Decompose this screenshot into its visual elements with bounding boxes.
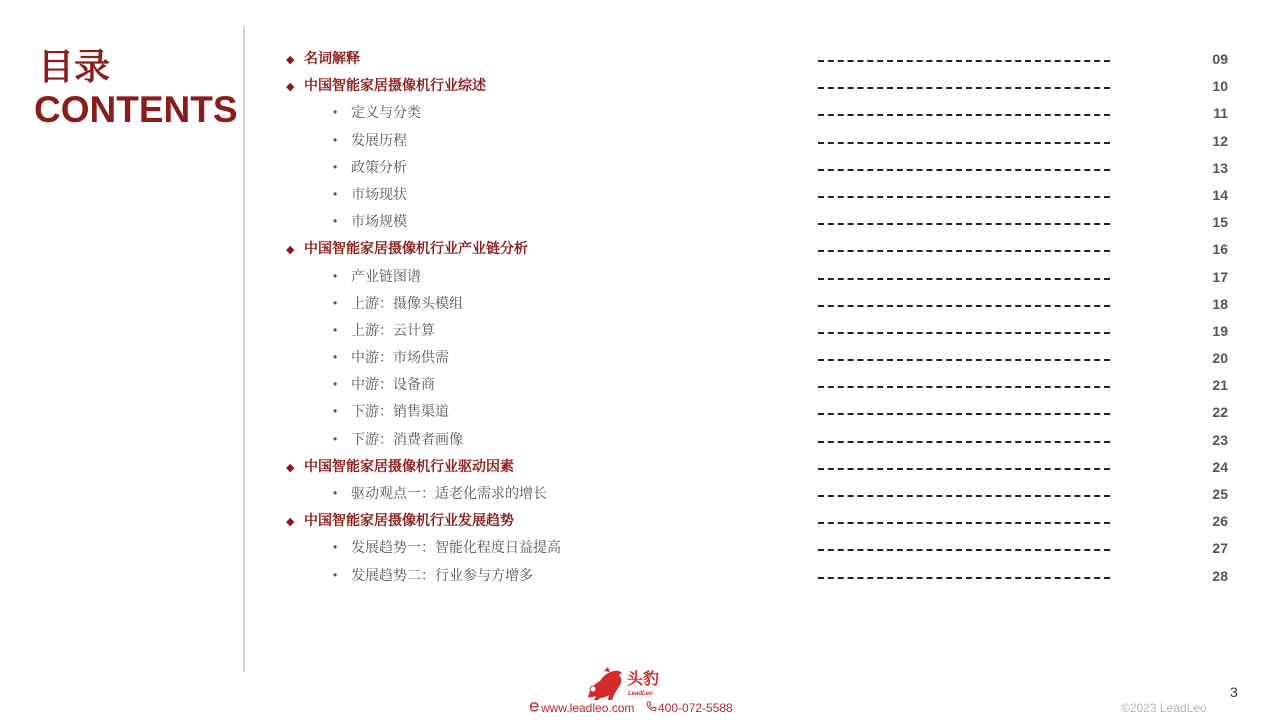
toc-subsection-row[interactable] — [0, 427, 1280, 454]
toc-entry-label: 中游：设备商 — [351, 377, 435, 394]
diamond-bullet-icon: ◆ — [286, 516, 295, 529]
toc-entry-label: 发展历程 — [351, 132, 407, 149]
phone-contact — [646, 701, 733, 715]
toc-page-number: 13 — [1212, 159, 1228, 176]
phone-text: 400-072-5588 — [658, 701, 733, 715]
dot-bullet-icon: • — [333, 295, 338, 310]
toc-subsection-row[interactable] — [0, 345, 1280, 372]
toc-page-number: 14 — [1212, 186, 1228, 203]
toc-dotted-leader — [818, 223, 1110, 225]
toc-subsection-row[interactable] — [0, 535, 1280, 562]
dot-bullet-icon: • — [333, 322, 338, 337]
toc-dotted-leader — [818, 196, 1110, 198]
toc-entry-label: 中国智能家居摄像机行业产业链分析 — [304, 241, 528, 258]
toc-entry-label: 发展趋势一：智能化程度日益提高 — [351, 540, 561, 557]
toc-subsection-row[interactable] — [0, 155, 1280, 182]
toc-entry-label: 上游：摄像头模组 — [351, 295, 463, 312]
dot-bullet-icon: • — [333, 132, 338, 147]
toc-dotted-leader — [818, 549, 1110, 551]
toc-subsection-row[interactable] — [0, 399, 1280, 426]
toc-entry-label: 下游：消费者画像 — [351, 431, 463, 448]
toc-section-row[interactable] — [0, 508, 1280, 535]
toc-dotted-leader — [818, 577, 1110, 579]
page-number: 3 — [1230, 684, 1238, 700]
dot-bullet-icon: • — [333, 404, 338, 419]
toc-subsection-row[interactable] — [0, 318, 1280, 345]
toc-dotted-leader — [818, 495, 1110, 497]
toc-subsection-row[interactable] — [0, 182, 1280, 209]
toc-page-number: 11 — [1213, 105, 1228, 122]
dot-bullet-icon: • — [333, 431, 338, 446]
brand-name-en: LeadLeo — [628, 691, 653, 697]
toc-dotted-leader — [818, 522, 1110, 524]
toc-dotted-leader — [818, 169, 1110, 171]
copyright-text: ©2023 LeadLeo — [1121, 701, 1207, 715]
toc-subsection-row[interactable] — [0, 481, 1280, 508]
toc-subsection-row[interactable] — [0, 372, 1280, 399]
toc-dotted-leader — [818, 250, 1110, 252]
dot-bullet-icon: • — [333, 268, 338, 283]
dot-bullet-icon: • — [333, 540, 338, 555]
dot-bullet-icon: • — [333, 350, 338, 365]
toc-page-number: 09 — [1212, 51, 1228, 67]
diamond-bullet-icon: ◆ — [286, 461, 295, 474]
dot-bullet-icon: • — [333, 486, 338, 500]
toc-dotted-leader — [818, 386, 1110, 388]
toc-page-number: 12 — [1212, 132, 1228, 149]
toc-subsection-row[interactable] — [0, 563, 1280, 590]
toc-entry-label: 产业链图谱 — [351, 268, 421, 285]
e-browser-icon — [529, 701, 540, 715]
toc-dotted-leader — [818, 278, 1110, 280]
toc-page-number: 15 — [1212, 214, 1228, 231]
toc-page-number: 19 — [1212, 322, 1228, 339]
website-text: www.leadleo.com — [541, 701, 635, 715]
toc-entry-label: 定义与分类 — [351, 105, 421, 122]
toc-dotted-leader — [818, 332, 1110, 334]
diamond-bullet-icon: ◆ — [286, 81, 295, 94]
toc-subsection-row[interactable] — [0, 100, 1280, 127]
toc-page-number: 18 — [1212, 295, 1228, 312]
toc-page-number: 22 — [1212, 404, 1228, 421]
toc-entry-label: 驱动观点一：适老化需求的增长 — [351, 486, 547, 502]
toc-page-number: 21 — [1212, 377, 1228, 394]
toc-section-row[interactable] — [0, 73, 1280, 100]
table-of-contents — [0, 46, 1280, 590]
website-link[interactable] — [529, 701, 634, 715]
toc-entry-label: 发展趋势二：行业参与方增多 — [351, 567, 533, 584]
toc-entry-label: 中国智能家居摄像机行业综述 — [304, 78, 486, 95]
toc-entry-label: 市场现状 — [351, 186, 407, 203]
toc-entry-label: 下游：销售渠道 — [351, 404, 449, 421]
toc-dotted-leader — [818, 468, 1110, 470]
toc-dotted-leader — [818, 114, 1110, 116]
toc-dotted-leader — [818, 87, 1110, 89]
dot-bullet-icon: • — [333, 377, 338, 392]
toc-dotted-leader — [818, 441, 1110, 443]
page-title-en: CONTENTS — [34, 89, 238, 130]
toc-page-number: 10 — [1212, 78, 1228, 95]
diamond-bullet-icon: ◆ — [286, 54, 295, 66]
toc-entry-label: 政策分析 — [351, 159, 407, 176]
toc-section-row[interactable] — [0, 236, 1280, 263]
dot-bullet-icon: • — [333, 567, 338, 582]
toc-page-number: 24 — [1212, 458, 1228, 475]
diamond-bullet-icon: ◆ — [286, 244, 295, 257]
page-title-cn: 目录 — [38, 47, 111, 88]
dot-bullet-icon: • — [333, 214, 338, 229]
toc-page-number: 23 — [1212, 431, 1228, 448]
toc-dotted-leader — [818, 305, 1110, 307]
dot-bullet-icon: • — [333, 159, 338, 174]
toc-subsection-row[interactable] — [0, 264, 1280, 291]
toc-page-number: 16 — [1212, 241, 1228, 258]
toc-entry-label: 中游：市场供需 — [351, 350, 449, 367]
toc-page-number: 25 — [1212, 486, 1228, 502]
toc-section-row[interactable] — [0, 46, 1280, 73]
toc-dotted-leader — [818, 142, 1110, 144]
toc-page-number: 26 — [1212, 513, 1228, 530]
toc-page-number: 28 — [1212, 567, 1228, 584]
toc-entry-label: 中国智能家居摄像机行业驱动因素 — [304, 458, 514, 475]
toc-subsection-row[interactable] — [0, 291, 1280, 318]
toc-entry-label: 名词解释 — [304, 51, 360, 67]
toc-dotted-leader — [818, 413, 1110, 415]
toc-page-number: 20 — [1212, 350, 1228, 367]
toc-page-number: 17 — [1212, 268, 1228, 285]
toc-subsection-row[interactable] — [0, 128, 1280, 155]
toc-entry-label: 上游：云计算 — [351, 322, 435, 339]
toc-dotted-leader — [818, 60, 1110, 62]
dot-bullet-icon: • — [333, 186, 338, 201]
toc-entry-label: 市场规模 — [351, 214, 407, 231]
toc-subsection-row[interactable] — [0, 209, 1280, 236]
toc-dotted-leader — [818, 359, 1110, 361]
phone-icon — [646, 701, 657, 715]
toc-section-row[interactable] — [0, 454, 1280, 481]
toc-page-number: 27 — [1212, 540, 1228, 557]
toc-entry-label: 中国智能家居摄像机行业发展趋势 — [304, 513, 514, 530]
dot-bullet-icon: • — [333, 105, 338, 120]
brand-name-cn: 头豹 — [627, 669, 660, 688]
